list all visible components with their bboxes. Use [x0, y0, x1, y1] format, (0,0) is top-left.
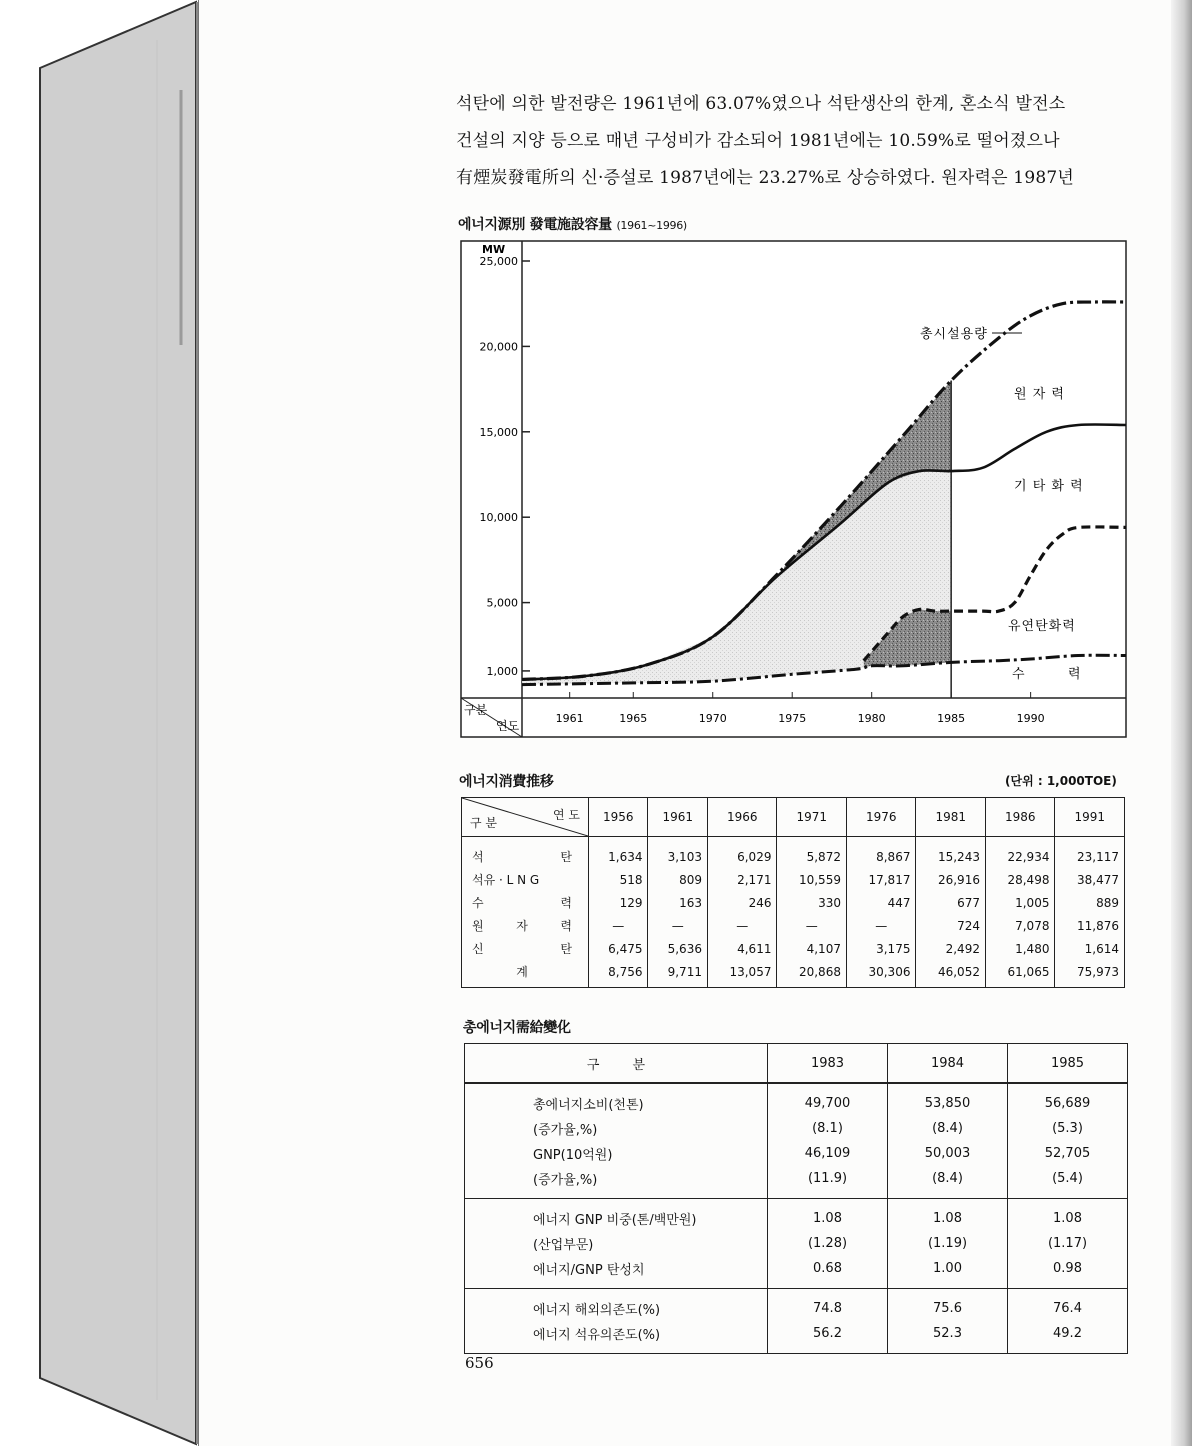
- table1-row: [462, 960, 1125, 988]
- table1-cell: 6,475: [589, 937, 648, 960]
- table2-row: [465, 1289, 1128, 1322]
- table1-year-header: 1971: [777, 798, 847, 837]
- table1-cell: 447: [846, 891, 916, 914]
- table1-cell: 13,057: [707, 960, 777, 988]
- table2-cell: (1.28): [768, 1231, 888, 1256]
- table2-row-label: (산업부문): [465, 1231, 768, 1256]
- table1-cell: 7,078: [985, 914, 1055, 937]
- table1-row-label-part: 탄: [560, 942, 572, 956]
- table1-cell: 3,175: [846, 937, 916, 960]
- table1-cell: 15,243: [916, 837, 986, 869]
- table1-cell: —: [846, 914, 916, 937]
- y-tick-label: 1,000: [486, 664, 518, 678]
- table1-cell: 246: [707, 891, 777, 914]
- table2-cell: (8.1): [768, 1116, 888, 1141]
- table1-cell: 38,477: [1055, 868, 1125, 891]
- table2-header-year: 1983: [768, 1044, 888, 1084]
- y-tick-label: 10,000: [479, 511, 518, 525]
- table1-cell: 20,868: [777, 960, 847, 988]
- page-edge-shadow: [1171, 0, 1192, 1446]
- table1-cell: 889: [1055, 891, 1125, 914]
- body-paragraph: [456, 86, 1128, 197]
- table2-header-year: 1985: [1008, 1044, 1128, 1084]
- table2-cell: (1.17): [1008, 1231, 1128, 1256]
- table2-header-year: 1984: [888, 1044, 1008, 1084]
- table2-cell: 0.68: [768, 1256, 888, 1289]
- energy-supply-table: [464, 1043, 1128, 1354]
- table1-cell: 9,711: [648, 960, 707, 988]
- table2-row: [465, 1199, 1128, 1232]
- table1-cell: 30,306: [846, 960, 916, 988]
- table1-cell: 22,934: [985, 837, 1055, 869]
- table2-cell: 1.00: [888, 1256, 1008, 1289]
- table1-cell: 8,756: [589, 960, 648, 988]
- table2-row: [465, 1321, 1128, 1354]
- table2-cell: 1.08: [1008, 1199, 1128, 1232]
- y-unit-label: MW: [482, 243, 506, 256]
- x-tick-label: 1975: [778, 712, 807, 725]
- label-nuclear: 원 자 력: [1014, 387, 1065, 402]
- table2-cell: 76.4: [1008, 1289, 1128, 1322]
- table2-cell: (5.4): [1008, 1166, 1128, 1199]
- label-bituminous-coal: 유연탄화력: [1008, 619, 1076, 634]
- table1-unit: (단위 : 1,000TOE): [1005, 774, 1117, 788]
- x-tick-label: 1980: [857, 712, 886, 725]
- y-tick-label: 20,000: [479, 340, 518, 354]
- table1-cell: 23,117: [1055, 837, 1125, 869]
- capacity-chart: [460, 240, 1128, 738]
- table1-cell: —: [648, 914, 707, 937]
- table2-cell: 50,003: [888, 1141, 1008, 1166]
- table2-row-label: 에너지 석유의존도(%): [465, 1321, 768, 1354]
- table1-cell: 809: [648, 868, 707, 891]
- x-tick-label: 1961: [555, 712, 584, 725]
- table1-corner-cell: [462, 798, 589, 837]
- chart-title: [458, 214, 687, 234]
- table1-row-label-part: 수: [472, 896, 484, 910]
- table1-cell: 2,171: [707, 868, 777, 891]
- corner-label-bottom: 연도: [496, 719, 520, 733]
- table2-row-label: 총에너지소비(천톤): [465, 1083, 768, 1116]
- table1-cell: 61,065: [985, 960, 1055, 988]
- y-tick-label: 15,000: [479, 425, 518, 439]
- table2-cell: 53,850: [888, 1083, 1008, 1116]
- table1-row: [462, 891, 1125, 914]
- table2-row-label: GNP(10억원): [465, 1141, 768, 1166]
- table2-row: [465, 1256, 1128, 1289]
- table1-row-label: [462, 960, 589, 988]
- x-tick-label: 1990: [1016, 712, 1045, 725]
- table2-row-label: (증가율,%): [465, 1166, 768, 1199]
- x-tick-label: 1985: [937, 712, 966, 725]
- table2-cell: (11.9): [768, 1166, 888, 1199]
- table1-cell: 3,103: [648, 837, 707, 869]
- table1-cell: —: [707, 914, 777, 937]
- table1-cell: 17,817: [846, 868, 916, 891]
- table2-header-row: [465, 1044, 1128, 1084]
- table2-row: [465, 1231, 1128, 1256]
- table1-row-label-part: 력: [560, 919, 572, 933]
- table1-cell: 11,876: [1055, 914, 1125, 937]
- table1-row: [462, 937, 1125, 960]
- table2-row-label: 에너지 해외의존도(%): [465, 1289, 768, 1322]
- table1-cell: 4,611: [707, 937, 777, 960]
- table1-cell: —: [589, 914, 648, 937]
- table2-row: [465, 1116, 1128, 1141]
- table1-row-label-part: 탄: [560, 850, 572, 864]
- y-tick-label: 5,000: [486, 596, 518, 610]
- table1-title: 에너지消費推移: [459, 774, 554, 790]
- table1-year-header: 1991: [1055, 798, 1125, 837]
- table1-year-header: 1981: [916, 798, 986, 837]
- energy-consumption-table: [461, 797, 1125, 988]
- table1-cell: 4,107: [777, 937, 847, 960]
- table1-header-col: 구 분: [470, 816, 497, 830]
- table1-cell: 677: [916, 891, 986, 914]
- table2-cell: 56.2: [768, 1321, 888, 1354]
- table1-row-label-part: 계: [516, 965, 528, 979]
- book-spine: [0, 0, 200, 1446]
- table2-row-label: (증가율,%): [465, 1116, 768, 1141]
- x-tick-label: 1970: [698, 712, 727, 725]
- chart-title-text: 에너지源別 發電施設容量: [458, 217, 612, 233]
- table2-title: 총에너지需給變化: [463, 1020, 571, 1036]
- corner-label-top: 구분: [464, 703, 488, 717]
- table2-row-label: 에너지/GNP 탄성치: [465, 1256, 768, 1289]
- table1-cell: 724: [916, 914, 986, 937]
- table1-row-label-part: 력: [560, 896, 572, 910]
- table1-row-label-part: 석유 · L N G: [472, 873, 540, 887]
- table1-year-header: 1976: [846, 798, 916, 837]
- table1-year-header: 1956: [589, 798, 648, 837]
- table2-cell: 74.8: [768, 1289, 888, 1322]
- table2-cell: 75.6: [888, 1289, 1008, 1322]
- table2-row: [465, 1083, 1128, 1116]
- table1-year-header: 1961: [648, 798, 707, 837]
- table2-row: [465, 1141, 1128, 1166]
- table2-cell: 1.08: [888, 1199, 1008, 1232]
- x-tick-label: 1965: [619, 712, 648, 725]
- table2-cell: (8.4): [888, 1116, 1008, 1141]
- table1-row-label-part: 자: [516, 919, 528, 933]
- table1-row-label: [462, 937, 589, 960]
- table2-cell: 49,700: [768, 1083, 888, 1116]
- table1-cell: 2,492: [916, 937, 986, 960]
- table1-cell: 163: [648, 891, 707, 914]
- table1-body: [462, 837, 1125, 988]
- table2-cell: 0.98: [1008, 1256, 1128, 1289]
- table1-cell: 5,872: [777, 837, 847, 869]
- table1-row: [462, 914, 1125, 937]
- table1-cell: 1,005: [985, 891, 1055, 914]
- table1-row: [462, 868, 1125, 891]
- table2-cell: (8.4): [888, 1166, 1008, 1199]
- table1-cell: 5,636: [648, 937, 707, 960]
- table1-row-label: [462, 891, 589, 914]
- table1-cell: 46,052: [916, 960, 986, 988]
- paragraph-line: 有煙炭發電所의 신·증설로 1987년에는 23.27%로 상승하였다. 원자력은 1987년: [456, 168, 1074, 188]
- table2-cell: 49.2: [1008, 1321, 1128, 1354]
- table1-row-label: [462, 868, 589, 891]
- table2-cell: 52.3: [888, 1321, 1008, 1354]
- table1-header-year: 연 도: [553, 808, 580, 822]
- y-tick-label: 25,000: [479, 255, 518, 268]
- table1-cell: 75,973: [1055, 960, 1125, 988]
- table2-cell: 1.08: [768, 1199, 888, 1232]
- table1-cell: 6,029: [707, 837, 777, 869]
- table1-cell: 1,614: [1055, 937, 1125, 960]
- table2-row-label: 에너지 GNP 비중(톤/백만원): [465, 1199, 768, 1232]
- table2-cell: 52,705: [1008, 1141, 1128, 1166]
- table2-cell: 46,109: [768, 1141, 888, 1166]
- table1-cell: —: [777, 914, 847, 937]
- label-hydro: 력: [1068, 667, 1081, 682]
- table1-cell: 1,480: [985, 937, 1055, 960]
- table1-cell: 28,498: [985, 868, 1055, 891]
- table1-cell: 8,867: [846, 837, 916, 869]
- table1-row-label: [462, 914, 589, 937]
- table2-body: [465, 1083, 1128, 1354]
- table1-cell: 330: [777, 891, 847, 914]
- table1-row: [462, 837, 1125, 869]
- table2-row: [465, 1166, 1128, 1199]
- table2-cell: (5.3): [1008, 1116, 1128, 1141]
- table1-cell: 129: [589, 891, 648, 914]
- table2-cell: (1.19): [888, 1231, 1008, 1256]
- label-other-thermal: 기 타 화 력: [1014, 479, 1084, 494]
- table1-year-header: 1966: [707, 798, 777, 837]
- table2-header-category: 구 분: [465, 1044, 768, 1084]
- table1-cell: 1,634: [589, 837, 648, 869]
- table1-row-label: [462, 837, 589, 869]
- chart-title-range: (1961~1996): [616, 219, 687, 232]
- table1-cell: 26,916: [916, 868, 986, 891]
- label-total-capacity: 총시설용량: [920, 327, 988, 342]
- table1-cell: 518: [589, 868, 648, 891]
- table1-year-header: 1986: [985, 798, 1055, 837]
- table1-cell: 10,559: [777, 868, 847, 891]
- label-hydro: 수: [1012, 667, 1025, 682]
- table1-row-label-part: 원: [472, 919, 484, 933]
- table2-cell: 56,689: [1008, 1083, 1128, 1116]
- paragraph-line: 석탄에 의한 발전량은 1961년에 63.07%였으나 석탄생산의 한계, 혼소식 발전소: [456, 94, 1066, 114]
- page-number: 656: [465, 1354, 494, 1372]
- paragraph-line: 건설의 지양 등으로 매년 구성비가 감소되어 1981년에는 10.59%로 떨어졌으나: [456, 131, 1060, 151]
- table1-row-label-part: 신: [472, 942, 484, 956]
- table1-header-row: [462, 798, 1125, 837]
- table1-row-label-part: 석: [472, 850, 484, 864]
